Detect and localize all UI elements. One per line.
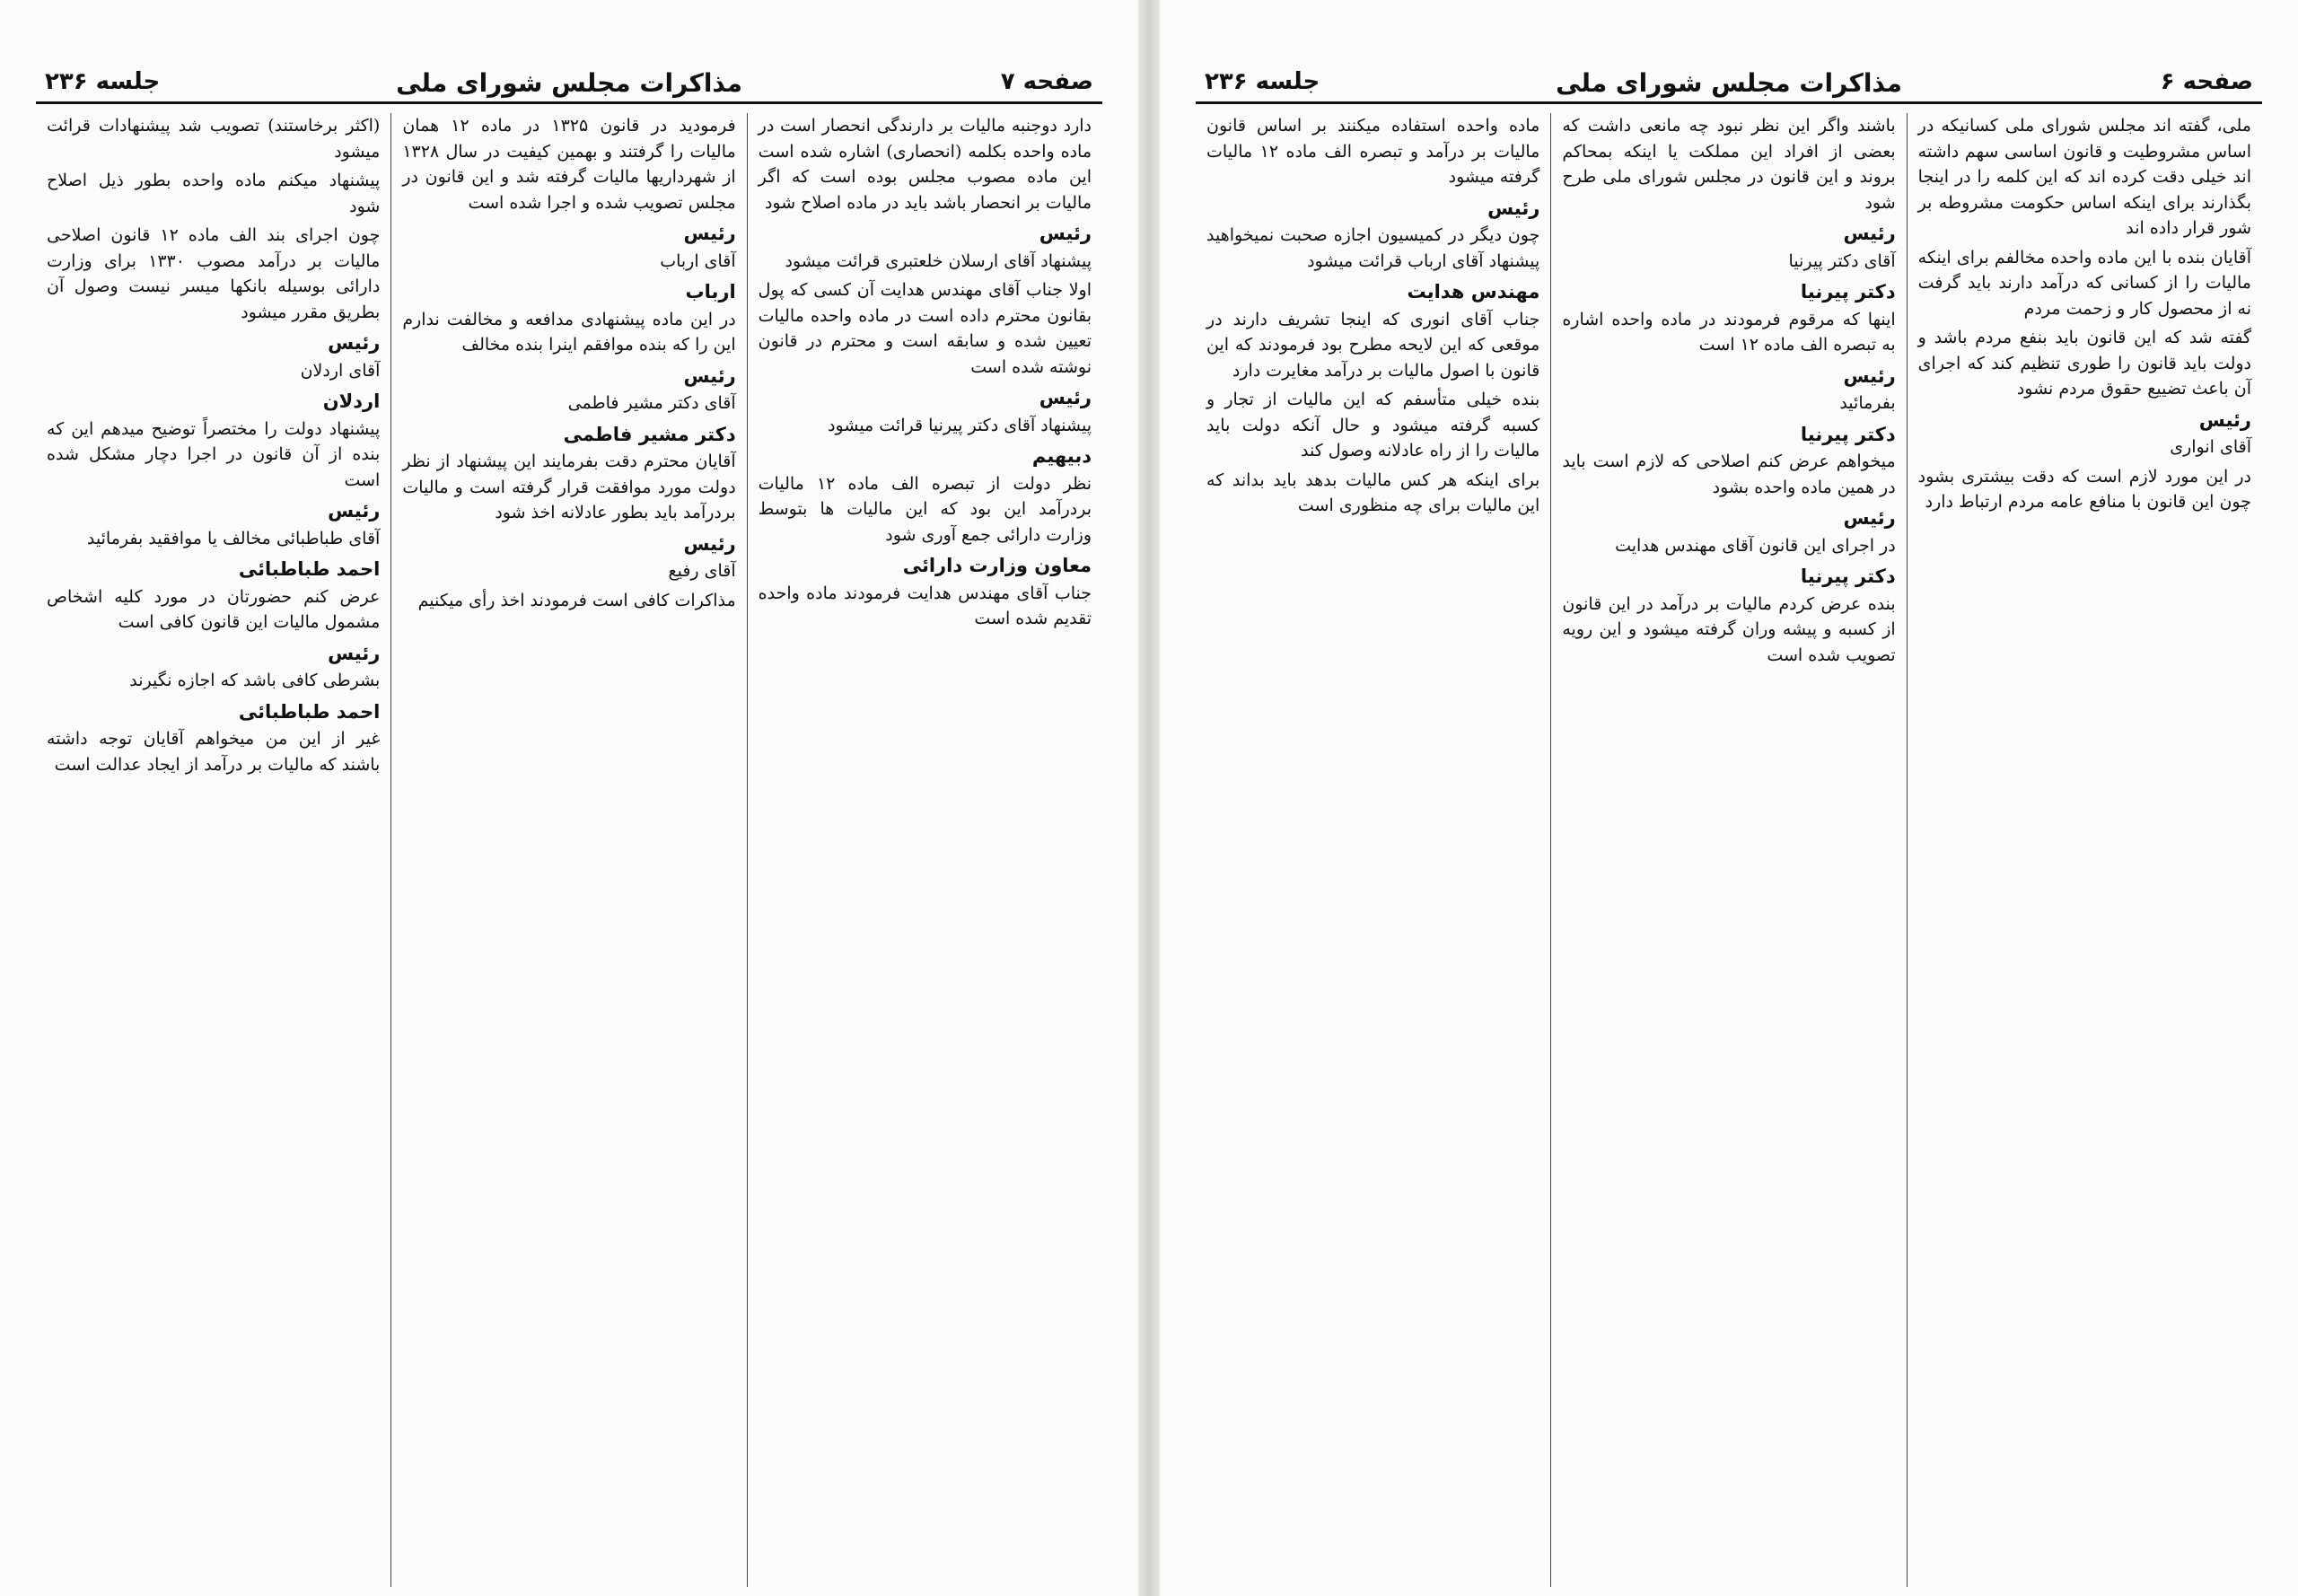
paragraph	[402, 531, 735, 584]
paragraph	[47, 168, 380, 219]
speaker-name: اردلان	[322, 390, 381, 412]
paragraph	[759, 443, 1092, 548]
page-header	[1196, 63, 2262, 104]
text-column	[1196, 113, 1550, 1587]
speaker-name: دکتر پیرنیا	[1800, 566, 1896, 587]
speaker-name: معاون وزارت دارائی	[902, 555, 1092, 576]
paragraph-text: فرمودید در قانون ۱۳۲۵ در ماده ۱۲ همان مالیات را گرفتند و بهمین کیفیت در سال ۱۳۲۸ از شهرداریها مالیات گرفته شد و این قانون در مجلس تصویب شده و اجرا شده است	[402, 116, 736, 213]
paragraph	[759, 385, 1092, 438]
paragraph-text: در این ماده پیشنهادی مدافعه و مخالفت ندارم این را که بنده موافقم اینرا بنده مخالف	[402, 309, 736, 355]
paragraph-text: برای اینکه هر کس مالیات بدهد باید بداند که این مالیات برای چه منظوری است	[1206, 469, 1540, 515]
paragraph-text: در این مورد لازم است که دقت بیشتری بشود چون این قانون با منافع عامه مردم ارتباط دارد	[1917, 466, 2251, 512]
text-columns	[36, 113, 1102, 1587]
speaker-name: رئیس	[328, 332, 381, 354]
paragraph	[1206, 196, 1539, 275]
paragraph	[759, 553, 1092, 632]
speaker-name: رئیس	[1487, 197, 1540, 219]
paragraph-text: آقای ارباب	[660, 250, 736, 271]
speaker-name: رئیس	[683, 364, 736, 387]
session-number: جلسه ۲۳۶	[45, 68, 161, 95]
paragraph	[759, 113, 1092, 215]
paragraph-text: باشند واگر این نظر نبود چه مانعی داشت که بعضی از افراد این مملکت یا اینکه بمحاکم بروند و این قانون در مجلس شورای ملی طرح شود	[1562, 116, 1896, 213]
paragraph-text: پیشنهاد آقای ارسلان خلعتبری قرائت میشود	[785, 250, 1092, 271]
paragraph-text: میخواهم عرض کنم اصلاحی که لازم است باید در همین ماده واحده بشود	[1562, 452, 1896, 497]
paragraph	[402, 113, 735, 215]
paragraph	[47, 330, 380, 383]
paragraph-text: جناب آقای انوری که اینجا تشریف دارند در موقعی که این لایحه مطرح بود فرمودند که این قانون با اصول مالیات بر درآمد مغایرت دارد	[1206, 309, 1540, 381]
paragraph-text: آقای اردلان	[300, 360, 381, 381]
paragraph-text: آقای رفیع	[668, 561, 736, 581]
paragraph	[759, 277, 1092, 380]
speaker-name: رئیس	[328, 500, 381, 522]
paragraph	[1562, 564, 1895, 668]
paragraph-text: آقای دکتر مشیر فاطمی	[567, 393, 736, 413]
speaker-name: رئیس	[1843, 507, 1896, 529]
speaker-name: رئیس	[1843, 223, 1896, 244]
page-number: صفحه ۶	[2160, 68, 2253, 95]
paragraph-text: بفرمائید	[1839, 393, 1896, 413]
paragraph-text: ماده واحده استفاده میکنند بر اساس قانون مالیات بر درآمد و تبصره الف ماده ۱۲ مالیات گرفته میشود	[1206, 116, 1540, 187]
speaker-name: مهندس هدایت	[1407, 281, 1540, 303]
paragraph	[47, 223, 380, 325]
text-column	[390, 113, 746, 1587]
text-column	[747, 113, 1102, 1587]
paragraph-text: مذاکرات کافی است فرمودند اخذ رأی میکنیم	[417, 590, 736, 610]
speaker-name: ارباب	[685, 281, 736, 303]
paragraph-text: نظر دولت از تبصره الف ماده ۱۲ مالیات بردرآمد این بود که این مالیات ها بتوسط وزارت دارائی جمع آوری شود	[758, 473, 1092, 545]
speaker-name: دکتر پیرنیا	[1800, 423, 1896, 445]
paragraph-text: پیشنهاد میکنم ماده واحده بطور ذیل اصلاح شود	[47, 171, 381, 216]
speaker-name: دکتر پیرنیا	[1800, 281, 1896, 303]
paragraph	[402, 221, 735, 274]
page-gutter	[1138, 0, 1160, 1596]
left-newspaper-page	[0, 0, 1138, 1596]
publication-title: مذاکرات مجلس شورای ملی	[1556, 68, 1902, 98]
paragraph	[47, 557, 380, 636]
paragraph-text: دارد دوجنبه مالیات بر دارندگی انحصار است در ماده واحده بکلمه (انحصاری) اشاره شده است این ماده مصوب مجلس بوده است که اگر مالیات بر انحصار باشد باید در ماده اصلاح شود	[758, 116, 1092, 213]
paragraph	[47, 389, 380, 493]
paragraph-text: بشرطی کافی باشد که اجازه نگیرند	[129, 671, 381, 690]
paragraph	[1918, 408, 2251, 460]
speaker-name: دکتر مشیر فاطمی	[563, 423, 736, 445]
paragraph-text: عرض کنم حضورتان در مورد کلیه اشخاص مشمول مالیات این قانون کافی است	[47, 586, 381, 632]
paragraph-text: چون دیگر در کمیسیون اجازه صحبت نمیخواهید پیشنهاد آقای ارباب قرائت میشود	[1206, 225, 1540, 271]
paragraph	[1918, 113, 2251, 241]
right-newspaper-page	[1160, 0, 2298, 1596]
speaker-name: رئیس	[1843, 364, 1896, 387]
paragraph-text: گفته شد که این قانون باید بنفع مردم باشد و دولت باید قانون را طوری تنظیم کند که اجرای آن باعث تضییع حقوق مردم نشود	[1917, 328, 2251, 399]
paragraph	[759, 221, 1092, 274]
text-column	[1550, 113, 1906, 1587]
paragraph	[1562, 113, 1895, 215]
speaker-name: دبیهیم	[1031, 445, 1092, 467]
paragraph	[47, 498, 380, 551]
text-column	[36, 113, 390, 1587]
speaker-name: رئیس	[1039, 223, 1092, 244]
paragraph	[402, 364, 735, 417]
paragraph	[1206, 113, 1539, 190]
speaker-name: رئیس	[683, 223, 736, 244]
paragraph	[47, 113, 380, 164]
paragraph-text: اولا جناب آقای مهندس هدایت آن کسی که پول بقانون محترم داده است در ماده واحده مالیات تعیین شده و سابقه است و محترم در قانون نوشته شده است	[758, 280, 1092, 377]
paragraph-text: در اجرای این قانون آقای مهندس هدایت	[1615, 535, 1896, 556]
paragraph	[1918, 245, 2251, 322]
speaker-name: رئیس	[328, 642, 381, 664]
page-header	[36, 63, 1102, 104]
paragraph-text: آقای دکتر پیرنیا	[1788, 250, 1896, 271]
paragraph	[47, 699, 380, 778]
paragraph	[1562, 505, 1895, 558]
speaker-name: احمد طباطبائی	[238, 558, 381, 580]
paragraph-text: آقایان محترم دقت بفرمایند این پیشنهاد از نظر دولت مورد موافقت قرار گرفته است و مالیات بردرآمد باید بطور عادلانه اخذ شود	[402, 452, 736, 522]
paragraph-text: آقای انواری	[2170, 437, 2251, 457]
paragraph	[1918, 325, 2251, 402]
paragraph	[1562, 279, 1895, 358]
paragraph-text: (اکثر برخاستند) تصویب شد پیشنهادات قرائت میشود	[47, 116, 381, 162]
paragraph	[1206, 468, 1539, 519]
paragraph-text: آقای طباطبائی مخالف یا موافقید بفرمائید	[86, 528, 381, 548]
paragraph	[1918, 464, 2251, 515]
speaker-name: احمد طباطبائی	[238, 700, 381, 723]
paragraph-text: ملی، گفته اند مجلس شورای ملی کسانیکه در اساس مشروطیت و قانون اساسی سهم داشته اند خیلی دقت کرده اند که این کلمه را در اینجا بگذارند برای اینکه اساس حکومت مشروطه بر شور قرار داده اند	[1917, 116, 2251, 238]
paragraph	[402, 588, 735, 614]
paragraph-text: بنده عرض کردم مالیات بر درآمد در این قانون از کسبه و پیشه وران گرفته میشود و این رویه تصویب شده است	[1562, 593, 1896, 665]
speaker-name: رئیس	[683, 532, 736, 555]
paragraph-text: آقایان بنده با این ماده واحده مخالفم برای اینکه مالیات را از کسانی که درآمد دارند باید گرفت نه از محصول کار و زحمت مردم	[1917, 247, 2251, 319]
paragraph-text: اینها که مرقوم فرمودند در ماده واحده اشاره به تبصره الف ماده ۱۲ است	[1562, 309, 1896, 355]
header-rule	[36, 101, 1102, 104]
paragraph-text: پیشنهاد دولت را مختصراً توضیح میدهم این که بنده از آن قانون در اجرا دچار مشکل شده است	[47, 418, 381, 490]
text-column	[1907, 113, 2262, 1587]
paragraph	[402, 422, 735, 526]
session-number: جلسه ۲۳۶	[1205, 68, 1320, 95]
text-columns	[1196, 113, 2262, 1587]
speaker-name: رئیس	[1039, 387, 1092, 408]
paragraph-text: غیر از این من میخواهم آقایان توجه داشته باشند که مالیات بر درآمد از ایجاد عدالت است	[47, 729, 381, 775]
paragraph	[1562, 364, 1895, 417]
paragraph-text: بنده خیلی متأسفم که این مالیات از تجار و کسبه گرفته میشود و حال آنکه دولت باید مالیات را از راه عادلانه وصول کند	[1206, 390, 1540, 460]
paragraph	[1206, 279, 1539, 383]
speaker-name: رئیس	[2198, 408, 2251, 431]
paragraph-text: جناب آقای مهندس هدایت فرمودند ماده واحده تقدیم شده است	[758, 583, 1092, 628]
paragraph-text: پیشنهاد آقای دکتر پیرنیا قرائت میشود	[828, 415, 1092, 435]
paragraph	[402, 279, 735, 358]
header-rule	[1196, 101, 2262, 104]
paragraph-text: چون اجرای بند الف ماده ۱۲ قانون اصلاحی مالیات بر درآمد مصوب ۱۳۳۰ برای وزارت دارائی بوسیله بانکها میسر نیست وصول آن بطریق مقرر میشود	[47, 225, 381, 322]
paragraph	[1562, 221, 1895, 274]
publication-title: مذاکرات مجلس شورای ملی	[396, 68, 742, 98]
paragraph	[47, 641, 380, 694]
page-number: صفحه ۷	[1000, 68, 1093, 95]
paragraph	[1206, 387, 1539, 464]
paragraph	[1562, 422, 1895, 501]
